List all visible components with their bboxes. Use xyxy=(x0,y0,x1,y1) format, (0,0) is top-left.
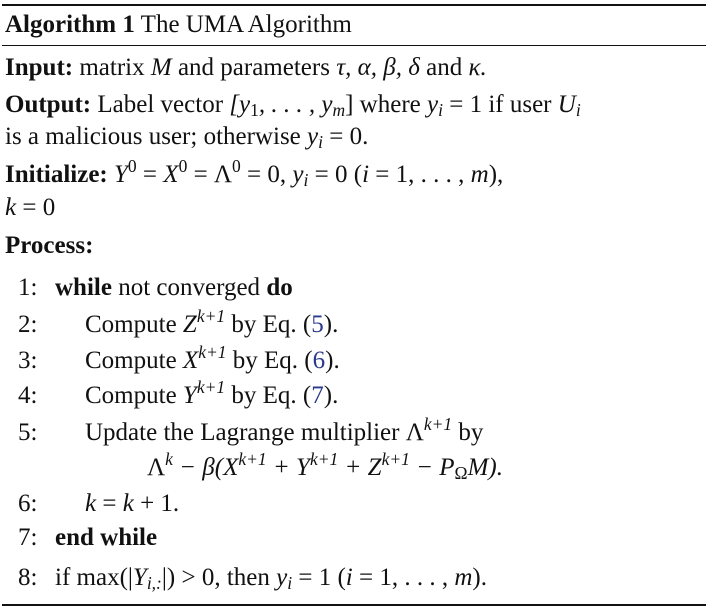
step-8-var: Y xyxy=(132,564,147,591)
output-text-2: where xyxy=(359,91,421,118)
header-rule xyxy=(2,45,706,46)
step-6-var2: k xyxy=(122,490,134,517)
formula-e-sub: Ω xyxy=(454,463,468,484)
output-line2-a: is a malicious user; otherwise xyxy=(5,123,301,150)
step-8-var3: i xyxy=(345,564,353,591)
step-4-end: ). xyxy=(323,382,339,409)
step-2-pre: Compute xyxy=(85,311,183,338)
step-8-post2: = 1, . . . , xyxy=(352,564,455,591)
output-text-1: Label vector xyxy=(97,91,224,118)
step-1-body: not converged xyxy=(111,274,267,301)
algorithm-label: Algorithm 1 xyxy=(5,11,135,38)
step-5-pre: Update the Lagrange multiplier Λ xyxy=(85,419,424,446)
formula-lambda-sup: k xyxy=(165,449,173,470)
process-label-line xyxy=(5,230,705,262)
keyword-end-while: end while xyxy=(55,524,158,551)
output-label: Output: xyxy=(5,91,92,118)
init-Y: Y xyxy=(114,161,128,188)
bottom-rule xyxy=(2,604,706,606)
step-2-sup: k+1 xyxy=(196,306,226,327)
step-number: 8: xyxy=(18,564,38,591)
step-3-var: X xyxy=(182,347,199,374)
init-m: m xyxy=(470,161,489,188)
step-5-formula xyxy=(147,449,503,484)
process-label: Process: xyxy=(5,232,94,259)
step-2-post: by Eq. ( xyxy=(225,311,312,338)
input-line xyxy=(5,52,705,84)
step-number: 4: xyxy=(18,382,38,409)
init-i: i xyxy=(362,161,370,188)
input-kappa: κ. xyxy=(468,54,487,81)
init-eqF: ), xyxy=(488,161,504,188)
output-eq1: = 1 if user xyxy=(442,91,558,118)
output-line2-y: y xyxy=(307,123,319,150)
initialize-line-2 xyxy=(5,192,705,224)
output-line-1 xyxy=(5,89,705,121)
step-text xyxy=(55,272,293,304)
step-number: 3: xyxy=(18,347,38,374)
step-text xyxy=(55,562,487,594)
formula-e: − P xyxy=(409,454,455,481)
init-X: X xyxy=(163,161,179,188)
output-vec-end: ] xyxy=(345,91,354,118)
eq-ref-link[interactable]: 5 xyxy=(311,311,324,338)
output-yi: y xyxy=(427,91,439,118)
step-number: 1: xyxy=(18,274,38,301)
step-2-var: Z xyxy=(182,311,197,338)
init-k: k xyxy=(5,194,17,221)
step-number: 2: xyxy=(18,311,38,338)
step-5-sup: k+1 xyxy=(423,414,453,435)
step-6-var: k xyxy=(85,490,97,517)
step-8-pre: if max(| xyxy=(55,564,133,591)
input-text-1: matrix xyxy=(79,54,145,81)
init-Y-sup: 0 xyxy=(127,156,137,177)
output-Ui-sub: i xyxy=(575,100,581,121)
eq-ref-link[interactable]: 6 xyxy=(312,347,326,374)
step-8-end: ). xyxy=(472,564,487,591)
step-2-end: ). xyxy=(323,311,339,338)
step-3-end: ). xyxy=(325,347,340,374)
output-vec-a: [y xyxy=(229,91,251,118)
keyword-do: do xyxy=(266,274,293,301)
init-y-sub: i xyxy=(303,170,309,191)
step-8-mid: |) > 0, then xyxy=(161,564,277,591)
step-4-sup: k+1 xyxy=(196,377,226,398)
output-Ui: U xyxy=(557,91,576,118)
top-rule xyxy=(2,4,706,6)
step-text xyxy=(85,342,340,377)
step-3-sup: k+1 xyxy=(198,342,227,363)
step-3-pre: Compute xyxy=(85,347,183,374)
input-text-3: and xyxy=(426,54,463,81)
step-8-sub2: i xyxy=(287,573,293,594)
step-4-post: by Eq. ( xyxy=(225,382,312,409)
step-4-var: Y xyxy=(182,382,197,409)
step-text xyxy=(85,306,339,341)
eq-ref-link[interactable]: 7 xyxy=(311,382,324,409)
formula-b: − β(X xyxy=(172,454,239,481)
formula-lambda: Λ xyxy=(147,454,166,481)
init-k-eq: = 0 xyxy=(16,194,56,221)
output-line-2 xyxy=(5,121,705,153)
algorithm-name: The UMA Algorithm xyxy=(140,11,352,38)
algorithm-title xyxy=(5,8,352,42)
input-text-2: and parameters xyxy=(177,54,330,81)
output-line2-b: = 0. xyxy=(323,123,369,150)
step-8-var2: y xyxy=(276,564,288,591)
output-vec-sub1: 1 xyxy=(250,100,259,121)
input-label: Input: xyxy=(5,54,74,81)
step-8-var4: m xyxy=(454,564,473,591)
step-number: 6: xyxy=(18,490,38,517)
init-eqD: = 0 ( xyxy=(308,161,363,188)
step-4-pre: Compute xyxy=(85,382,183,409)
step-8-sub: i,: xyxy=(146,573,162,594)
step-text xyxy=(85,377,339,412)
step-3-post: by Eq. ( xyxy=(226,347,313,374)
init-eqE: = 1, . . . , xyxy=(369,161,471,188)
init-L-sup: 0 xyxy=(232,156,241,177)
initialize-line-1 xyxy=(5,156,705,191)
init-eqC: = 0, xyxy=(240,161,293,188)
output-vec-subm: m xyxy=(332,100,346,121)
step-number: 7: xyxy=(18,524,38,551)
formula-c-sup: k+1 xyxy=(309,449,339,470)
input-matrix: M xyxy=(150,54,172,81)
init-y: y xyxy=(292,161,304,188)
init-eqA: = xyxy=(136,161,164,188)
init-X-sup: 0 xyxy=(178,156,188,177)
step-6-eq: = xyxy=(96,490,123,517)
step-number: 5: xyxy=(18,419,38,446)
formula-b-sup: k+1 xyxy=(238,449,267,470)
output-yi-sub: i xyxy=(438,100,443,121)
step-8-post: = 1 ( xyxy=(292,564,346,591)
keyword-while: while xyxy=(55,274,112,301)
input-params: τ, α, β, δ xyxy=(336,54,420,81)
step-5-post: by xyxy=(452,419,484,446)
formula-d: + Z xyxy=(338,454,382,481)
output-line2-sub: i xyxy=(318,132,323,153)
init-eqB: = Λ xyxy=(187,161,233,188)
step-text xyxy=(85,488,179,520)
formula-c: + Y xyxy=(266,454,310,481)
output-vec-mid: , . . . , y xyxy=(258,91,333,118)
step-text xyxy=(85,414,484,449)
formula-f: M). xyxy=(467,454,503,481)
initialize-label: Initialize: xyxy=(5,161,108,188)
formula-d-sup: k+1 xyxy=(381,449,410,470)
step-6-end: + 1. xyxy=(133,490,180,517)
